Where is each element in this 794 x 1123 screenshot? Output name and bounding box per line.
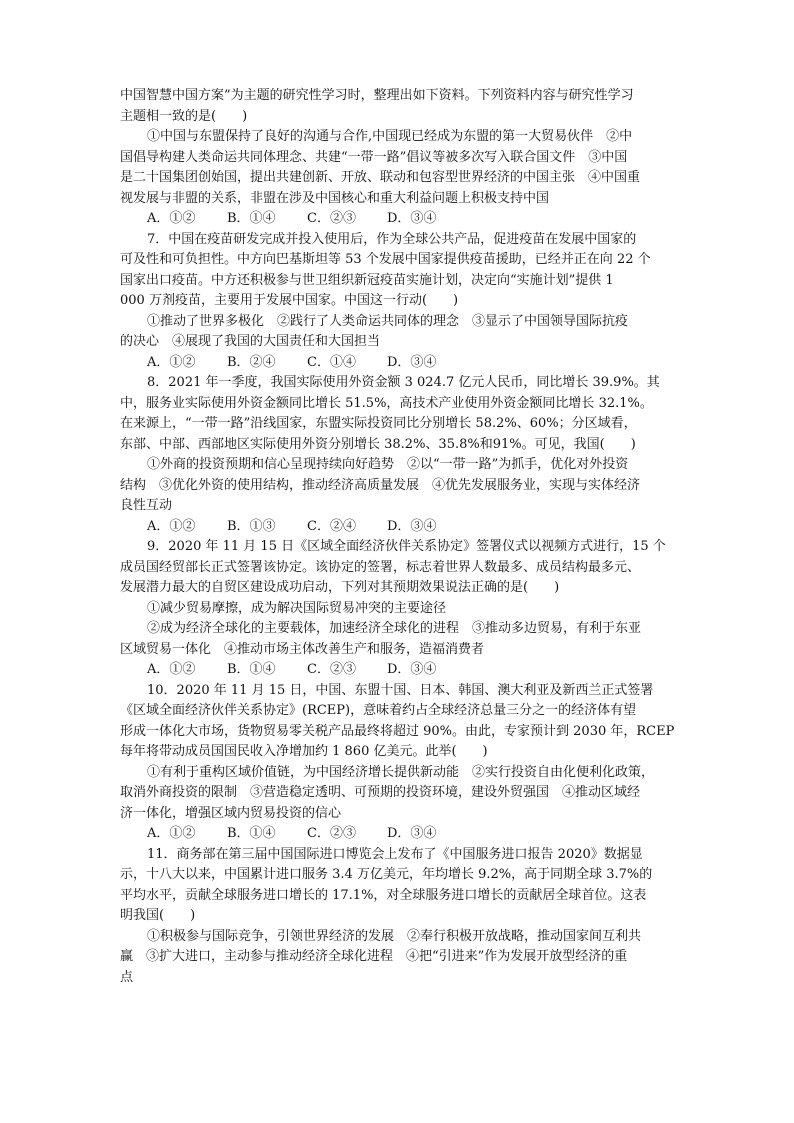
- question-item: ①减少贸易摩擦，成为解决国际贸易冲突的主要途径: [147, 600, 447, 616]
- option-c[interactable]: C．②④: [307, 518, 356, 534]
- question-item: 点: [120, 969, 134, 985]
- option-b[interactable]: B．①④: [227, 662, 276, 677]
- question-8: [120, 373, 676, 537]
- question-stem: 国家出口疫苗。中方还积极参与世卫组织新冠疫苗实施计划，决定向“实施计划”提供 1: [120, 272, 614, 288]
- question-item: ①中国与东盟保持了良好的沟通与合作,中国现已经成为东盟的第一大贸易伙伴 ②中: [147, 129, 633, 144]
- question-item: ①推动了世界多极化 ②践行了人类命运共同体的理念 ③显示了中国领导国际抗疫: [147, 313, 629, 329]
- question-stem: 东部、中部、西部地区实际使用外资分别增长 38.2%、35.8%和91%。可见，我国( ): [120, 436, 636, 452]
- question-stem: 8．2021 年一季度，我国实际使用外资金额 3 024.7 亿元人民币，同比增长 39.9%。其: [147, 375, 660, 390]
- question-item: 赢 ③扩大进口，主动参与推动经济全球化进程 ④把“引进来”作为发展开放型经济的重: [120, 949, 628, 964]
- question-item: ①有利于重构区域价值链，为中国经济增长提供新动能 ②实行投资自由化便利化政策，: [147, 764, 655, 780]
- question-item: 良性互动: [120, 498, 173, 513]
- question-item: ①外商的投资预期和信心呈现持续向好趋势 ②以“一带一路”为抓手，优化对外投资: [147, 457, 629, 472]
- option-c[interactable]: C．②③: [307, 211, 356, 226]
- question-stem: 11．商务部在第三届中国国际进口博览会上发布了《中国服务进口报告 2020》数据显: [147, 846, 643, 862]
- option-a[interactable]: A．①②: [147, 662, 196, 677]
- option-c[interactable]: C．②③: [307, 826, 356, 841]
- answer-options: [120, 824, 676, 845]
- option-d[interactable]: D．③④: [387, 826, 437, 841]
- answer-options: [120, 353, 676, 374]
- question-stem: 主题相一致的是( ): [120, 108, 248, 124]
- question-stem: 平均水平，贡献全球服务进口增长的 17.1%，对全球服务进口增长的贡献居全球首位。这表: [120, 887, 647, 903]
- question-item: 区域贸易一体化 ④推动市场主体改善生产和服务，造福消费者: [120, 641, 485, 657]
- question-stem: 形成一体化大市场，货物贸易零关税产品最终将超过 90%。由此，专家预计到 2030 年，RCEP: [120, 723, 675, 739]
- question-item: 结构 ③优化外资的使用结构，推动经济高质量发展 ④优先发展服务业，实现与实体经济: [120, 477, 641, 493]
- option-c[interactable]: C．②③: [307, 662, 356, 677]
- question-item: 的决心 ④展现了我国的大国责任和大国担当: [120, 334, 381, 349]
- question-item: 是二十国集团创始国，提出共建创新、开放、联动和包容型世界经济的中国主张 ④中国重: [120, 170, 641, 185]
- question-stem: 可及性和可负担性。中方向巴基斯坦等 53 个发展中国家提供疫苗援助，已经并正在向 22 个: [120, 252, 651, 267]
- option-a[interactable]: A．①②: [147, 211, 196, 226]
- question-9: [120, 537, 676, 681]
- question-item: ①积极参与国际竞争，引领世界经济的发展 ②奉行积极开放战略，推动国家间互利共: [147, 928, 642, 944]
- question-stem: 明我国( ): [120, 908, 196, 923]
- question-11: [120, 845, 676, 989]
- question-stem: 每年将带动成员国国民收入净增加约 1 860 亿美元。此举( ): [120, 744, 488, 759]
- question-stem: 9．2020 年 11 月 15 日《区域全面经济伙伴关系协定》签署仪式以视频方式进行，15 个: [147, 539, 666, 554]
- option-c[interactable]: C．①④: [307, 354, 356, 370]
- question-stem: 7．中国在疫苗研发完成并投入使用后，作为全球公共产品，促进疫苗在发展中国家的: [147, 231, 637, 247]
- question-stem: 中，服务业实际使用外资金额同比增长 51.5%，高技术产业使用外资金额同比增长 32.1%。: [120, 395, 653, 411]
- answer-options: [120, 660, 676, 681]
- question-stem: 《区域全面经济伙伴关系协定》(RCEP)，意味着约占全球经济总量三分之一的经济体有望: [120, 703, 637, 718]
- option-d[interactable]: D．③④: [387, 518, 437, 534]
- question-7: [120, 230, 676, 374]
- document-page: [120, 86, 676, 988]
- question-item: 国倡导构建人类命运共同体理念、共建“一带一路”倡议等被多次写入联合国文件 ③中国: [120, 149, 628, 165]
- option-a[interactable]: A．①②: [147, 826, 196, 841]
- answer-options: [120, 209, 676, 230]
- option-b[interactable]: B．①④: [227, 211, 276, 226]
- option-d[interactable]: D．③④: [387, 354, 437, 370]
- question-stem: 中国智慧中国方案”为主题的研究性学习时，整理出如下资料。下列资料内容与研究性学习: [120, 88, 634, 103]
- question-stem: 发展潜力最大的自贸区建设成功启动，下列对其预期效果说法正确的是( ): [120, 580, 560, 595]
- question-stem: 成员国经贸部长正式签署该协定。该协定的签署，标志着世界人数最多、成员结构最多元、: [120, 559, 641, 575]
- question-stem: 10．2020 年 11 月 15 日，中国、东盟十国、日本、韩国、澳大利亚及新西兰正式签署: [147, 682, 654, 698]
- question-item: 济一体化，增强区域内贸易投资的信心: [120, 805, 342, 821]
- option-d[interactable]: D．③④: [387, 211, 437, 226]
- option-b[interactable]: B．②④: [227, 354, 276, 370]
- question-item: 视发展与非盟的关系，非盟在涉及中国核心和重大利益问题上积极支持中国: [120, 190, 550, 206]
- question-10: [120, 681, 676, 845]
- question-stem: 000 万剂疫苗，主要用于发展中国家。中国这一行动( ): [120, 293, 459, 308]
- option-a[interactable]: A．①②: [147, 518, 196, 534]
- option-d[interactable]: D．③④: [387, 662, 437, 677]
- option-b[interactable]: B．①④: [227, 826, 276, 841]
- question-stem: 在来源上，“一带一路”沿线国家，东盟实际投资同比分别增长 58.2%、60%；分区域看，: [120, 416, 637, 431]
- option-a[interactable]: A．①②: [147, 354, 196, 370]
- question-item: ②成为经济全球化的主要载体，加速经济全球化的进程 ③推动多边贸易，有利于东亚: [147, 621, 642, 636]
- question-stem: 示，十八大以来，中国累计进口服务 3.4 万亿美元，年均增长 9.2%，高于同期全球 3.7%的: [120, 867, 653, 882]
- question-item: 取消外商投资的限制 ③营造稳定透明、可预期的投资环境，建设外贸强国 ④推动区域经: [120, 785, 641, 800]
- answer-options: [120, 517, 676, 538]
- question-6: [120, 86, 676, 230]
- option-b[interactable]: B．①③: [227, 518, 276, 534]
